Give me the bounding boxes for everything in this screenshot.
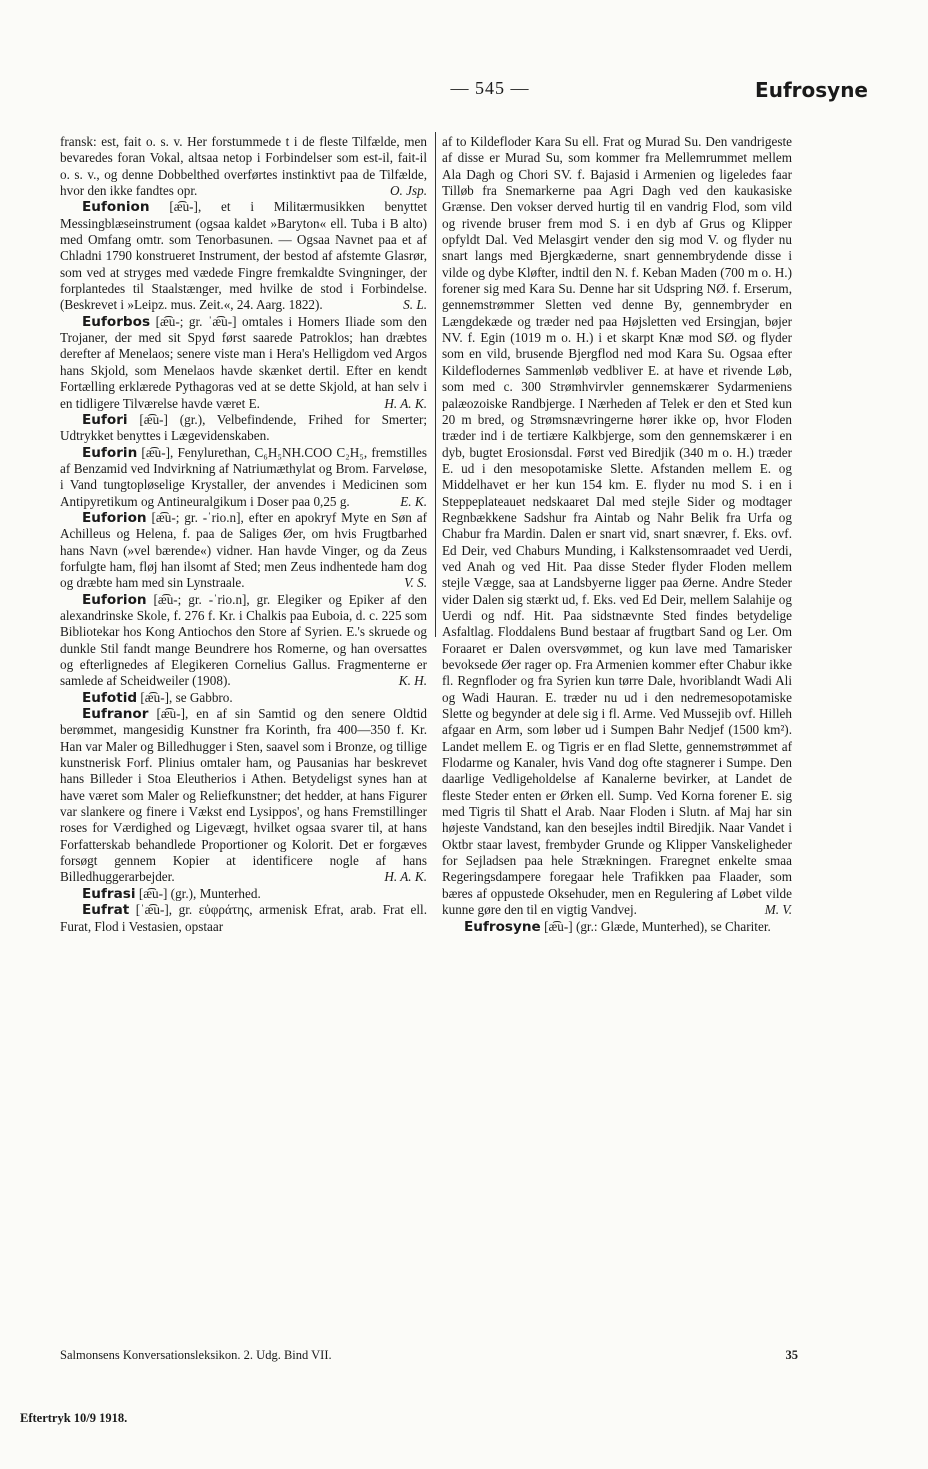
dictionary-entry: [442, 919, 792, 935]
continuation-paragraph: [442, 134, 792, 919]
dictionary-entry: [60, 510, 427, 592]
entry-text: [æ͡u-; gr. -ˈrio.n], gr. Elegiker og Epiker af den alexandrinske Skole, f. 276 f. Kr. i Chalkis paa Euboia, d. c. 225 som Bibliotekar hos Kong Antiochos den Store af Syrien. E.'s skruede og dunkle Stil fandt mange Beundrere hos Romerne, og han oversattes og efterlignedes af Elegikeren Cornelius Gallus. Fragmenterne er samlede af Scheidweiler (1908).: [60, 591, 427, 689]
entry-text: [æ͡u-] (gr.), Velbefindende, Frihed for Smerter; Udtrykket benyttes i Lægevidenskaben.: [60, 411, 427, 444]
entry-headword: Euforion: [82, 509, 147, 526]
entry-text: [æ͡u-] (gr.: Glæde, Munterhed), se Chariter.: [540, 918, 771, 934]
entry-headword: Eufrat: [82, 902, 130, 919]
entry-text: [ˈæ͡u-], gr. εὐφράτης, armenisk Efrat, arab. Frat ell. Furat, Flod i Vestasien, opstaar: [60, 902, 427, 934]
dictionary-entry: [60, 199, 427, 313]
dictionary-entry: [60, 314, 427, 412]
entry-text: [æ͡u-], Fenylurethan, C₆H₅NH.COO C₂H₅, fremstilles af Benzamid ved Indvirkning af Natriumæthylat og Brom. Farveløse, i Vand tungtopløselige Krystaller, der anvendes i Medicinen som Antipyretikum og Antineuralgikum i Doser paa 0,25 g.: [60, 444, 427, 509]
entry-headword: Euforion: [82, 591, 147, 608]
entry-text: [æ͡u-], et i Militærmusikken benyttet Messingblæseinstrument (ogsaa kaldet »Baryton« ell. Tuba i B alto) med Omfang omtr. som Tenorbasunen. — Ogsaa Navnet paa et af Chladni 1790 konstrueret Instrument, der bestod af afstemte Glasrør, som ved at stryges med vædede Fingre fremkaldte Svingninger, der forplantedes til Staalstænger, med hvilke de stod i Forbindelse. (Beskrevet i »Leipz. mus. Zeit.«, 24. Aarg. 1822).: [60, 199, 427, 313]
entry-list: [60, 199, 427, 934]
dictionary-entry: [60, 412, 427, 445]
author-signature: H. A. K.: [384, 869, 427, 885]
dictionary-entry: [60, 902, 427, 935]
dictionary-entry: [60, 592, 427, 690]
left-column: [60, 134, 427, 935]
author-signature: V. S.: [404, 575, 427, 591]
reprint-note: Eftertryk 10/9 1918.: [20, 1411, 128, 1425]
author-signature: H. A. K.: [384, 395, 427, 411]
paragraph-text: fransk: est, fait o. s. v. Her forstummede t i de fleste Tilfælde, men bevaredes foran Vokal, altsaa netop i Forbindelser som est-il, fait-il o. s. v., og denne Dobbelthed overførtes instinktivt paa de Tilfælde, hvor den ikke fandtes opr.: [60, 134, 427, 199]
right-column: [442, 134, 792, 935]
running-head: Eufrosyne: [755, 78, 868, 102]
entry-headword: Eufranor: [82, 706, 149, 723]
entry-text: [æ͡u-], se Gabbro.: [137, 689, 233, 705]
dictionary-entry: [60, 690, 427, 706]
author-signature: K. H.: [398, 673, 427, 689]
entry-text: [æ͡u-] (gr.), Munterhed.: [135, 885, 261, 901]
entry-text: [æ͡u-], en af sin Samtid og den senere Oldtid berømmet, mangesidig Kunstner fra Korinth, fra 400—350 f. Kr. Han var Maler og Billedhugger i Sten, saavel som i Bronze, og tillige kunstnerisk Forf. Plinius omtaler ham, og Pausanias har beskrevet hans Billeder i Stoa Eleutherios i Athen. Betydeligst synes han at have været som Maler og Reliefkunstner; det hedder, at hans Figurer var slankere og finere i Vækst end Lysippos', og hans Fremstillinger roses for Værdighed og Ligevægt, hvilket ogsaa svarer til, at hans Forfatterskab behandlede Proportioner og Kolorit. Det er forgæves forsøgt gennem Kopier at identificere nogle af hans Billedhuggerarbejder.: [60, 706, 427, 885]
dictionary-entry: [60, 706, 427, 886]
page-header: [60, 78, 868, 108]
signature-mark: 35: [785, 1348, 798, 1362]
publication-line: Salmonsens Konversationsleksikon. 2. Udg. Bind VII.: [60, 1348, 332, 1362]
author-signature: E. K.: [400, 493, 427, 509]
entry-headword: Eufonion: [82, 199, 150, 216]
entry-headword: Eufrasi: [82, 885, 136, 902]
continuation-paragraph: [60, 134, 427, 199]
dictionary-entry: [60, 886, 427, 902]
entry-text: [æ͡u-; gr. -ˈrio.n], efter en apokryf Myte en Søn af Achilleus og Helena, f. paa de Saliges Øer, om hvis Frugtbarhed hans Navn (»vel bærende«) vidner. Han havde Vinger, og da Zeus forfulgte ham, fløj han ilsomt af Sted; men Zeus indhentede ham dog og dræbte ham med sin Lynstraale.: [60, 509, 427, 591]
column-divider: [435, 132, 436, 637]
dictionary-entry: [60, 445, 427, 510]
entry-text: [æ͡u-; gr. ˈæ͡u-] omtales i Homers Iliade som den Trojaner, der med sit Spyd først saarede Patroklos; han dræbtes derefter af Menelaos; senere viste man i Hera's Helligdom ved Argos hans Skjold, som Menelaos havde skænket dertil. Efter en kendt Fortælling erklærede Pythagoras ved at se dette Skjold, at han selv i en tidligere Tilværelse havde været E.: [60, 313, 427, 411]
paragraph-text: af to Kildefloder Kara Su ell. Frat og Murad Su. Den vandrigeste af disse er Murad Su, som kommer fra Mellemrummet mellem Ala Dagh og Chori SV. f. Bajasid i Armenien og ligeledes faar Tilløb fra Snemarkerne paa Agri Dagh ved den kaukasiske Grænse. Den vokser derved hurtig til en vandrig Flod, som vild og rivende bruser frem mod S. i en dyb af Grus og Klipper opfyldt Dal. Ved Melasgirt vender den sig mod V. og flyder nu snart langs med Bjergkæderne, snart gennembrydende disse i vilde og dybe Kløfter, indtil den N. f. Keban Maden (700 m o. H.) forener sig med Kara Su. Denne har sit Udspring NØ. f. Erserum, gennemstrømmer Sletten ved denne By, gennembryder en Længdekæde og træder ned paa Højsletten ved Ersingjan, bøjer NV. f. Egin (1019 m o. H.) i et skarpt Knæ mod SØ. og flyder som en vild, brusende Bjergflod ned mod Kara Su. Ogsaa efter Kildeflodernes Sammenløb vedbliver E. at have et rivende Løb, som med c. 300 Strømhvirvler gennemskærer Sydarmeniens palæozoiske Randbjerge. I Nærheden af Telek er den et Sted kun 20 m bred, og Strømsnævringerne hører ikke op, hvor Floden træder ind i de tertiære Kalkbjerge, som den gennemskærer i en dyb, bugtet Erosionsdal. Først ved Biredjik (340 m o. H.) træder E. ud i den mesopotamiske Slette. Afstanden mellem E. og Middelhavet er her kun 154 km. E. flyder nu mod S. i en i Steppeplateauet nedskaaret Dal med stejle Sider og modtager Regnbækkene Sadshur fra Aintab og Nahr Belik fra Urfa og Chabur fra Mardin. Dalen er snart vid, snart snævrer, f. Eks. ovf. Ed Deir, ved Chaburs Munding, i Kalkstensomraadet ved Uerdi, ved Anah og ved Hit. Paa disse Steder flyder Floden mellem stejle Vægge, saa at Landsbyerne ligger paa Øerne. Andre Steder vider Dalen sig stærkt ud, f. Eks. ved Ed Deir, mellem Salahije og Uerdi og ndf. Hit. Paa sidstnævnte Sted findes betydelige Asfaltlag. Floddalens Bund bestaar af frugtbart Sand og Ler. Om Foraaret er Dalen oversvømmet, og kun lave med Tamarisker bevoksede Øer rager op. Fra Armenien kommer efter Chabur ikke fl. Regnfloder og fra Syrien kun tørre Dale, hvoriblandt Wadi Ali og Wadi Hauran. E. træder nu ud i den nedremesopotamiske Slette og begynder at dele sig i fl. Arme. Ved Mussejib ovf. Hilleh afgaar en Arm, som løber ud i Sumpen Bahr Nedjef (1500 km²). Landet mellem E. og Tigris er en flad Slette, gennemstrømmet af Flodarme og Kanaler, hvis Vand dog ofte stagnerer i Sumpe. Den daarlige Vedligeholdelse af Kanalerne bevirker, at Landet de fleste Steder enten er Ørken ell. Sump. Ved Korna forener E. sig med Tigris til Shatt el Arab. Naar Floden i Slutn. af Maj har sin højeste Vandstand, kan den besejles indtil Biredjik. Naar Vandet i Oktbr staar lavest, frembyder Grunde og Klipper Vanskeligheder for Sejladsen paa hele Strækningen. Fraregnet enkelte smaa Regeringsdampere foregaar hele Trafikken paa Flaader, som bæres af oppustede Oksehuder, men en Regulering af Løbet vilde kunne gøre den til en vigtig Vandvej.: [442, 134, 792, 918]
author-signature: M. V.: [764, 902, 792, 918]
entry-headword: Eufori: [82, 411, 128, 428]
entry-headword: Eufrosyne: [464, 918, 541, 935]
author-signature: O. Jsp.: [390, 183, 427, 199]
author-signature: S. L.: [403, 297, 427, 313]
page-number: — 545 —: [450, 78, 530, 98]
entry-headword: Euforin: [82, 444, 138, 461]
entry-headword: Euforbos: [82, 313, 151, 330]
entry-headword: Eufotid: [82, 689, 138, 706]
